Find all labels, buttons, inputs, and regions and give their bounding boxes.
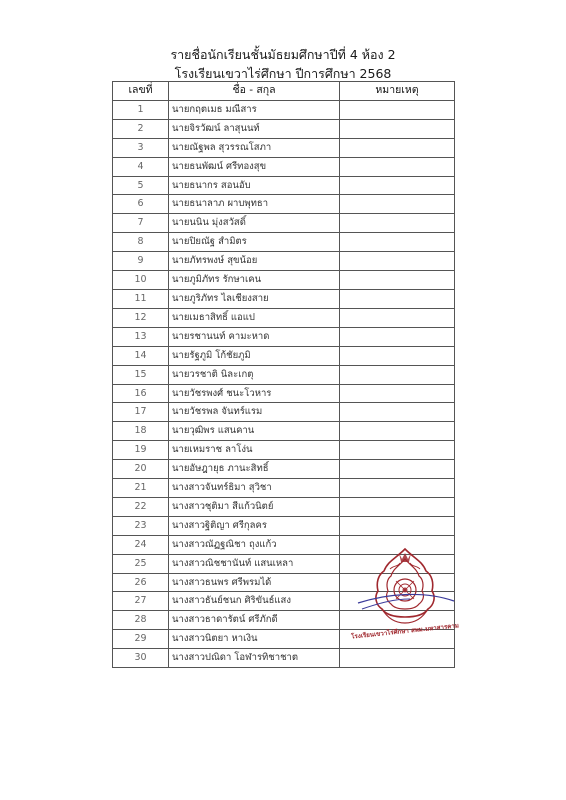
table-row bbox=[113, 289, 455, 308]
row-number: 7 bbox=[113, 214, 169, 233]
row-note bbox=[340, 384, 455, 403]
table-row bbox=[113, 157, 455, 176]
svg-text:โรงเรียนเขวาไร่ศึกษา สพม.มหาสา: โรงเรียนเขวาไร่ศึกษา สพม.มหาสารคาม bbox=[350, 622, 460, 641]
row-name: นายธนพัฒน์ ศรีทองสุข bbox=[169, 157, 340, 176]
row-name: นายรัฐภูมิ โก้ชัยภูมิ bbox=[169, 346, 340, 365]
table-row bbox=[113, 365, 455, 384]
row-number: 28 bbox=[113, 611, 169, 630]
row-number: 10 bbox=[113, 271, 169, 290]
table-row bbox=[113, 214, 455, 233]
header-note: หมายเหตุ bbox=[340, 82, 455, 101]
table-row bbox=[113, 516, 455, 535]
row-note bbox=[340, 460, 455, 479]
row-note bbox=[340, 119, 455, 138]
row-note bbox=[340, 441, 455, 460]
row-name: นางสาวฐิติญา ศรีกุลคร bbox=[169, 516, 340, 535]
row-name: นายปิยณัฐ สำมิตร bbox=[169, 233, 340, 252]
row-name: นายธนากร สอนอับ bbox=[169, 176, 340, 195]
row-note bbox=[340, 516, 455, 535]
school-seal-icon bbox=[350, 545, 460, 643]
row-note bbox=[340, 100, 455, 119]
row-note bbox=[340, 365, 455, 384]
table-row bbox=[113, 195, 455, 214]
table-row bbox=[113, 252, 455, 271]
row-name: นายกฤตเมธ มณีสาร bbox=[169, 100, 340, 119]
row-number: 26 bbox=[113, 573, 169, 592]
table-row bbox=[113, 308, 455, 327]
row-number: 20 bbox=[113, 460, 169, 479]
document-subtitle: โรงเรียนเขวาไร่ศึกษา ปีการศึกษา 2568 bbox=[174, 66, 392, 81]
table-row bbox=[113, 138, 455, 157]
row-number: 18 bbox=[113, 422, 169, 441]
table-row bbox=[113, 649, 455, 668]
table-row bbox=[113, 479, 455, 498]
row-note bbox=[340, 138, 455, 157]
row-name: นางสาวณิชชานันท์ แสนเหลา bbox=[169, 554, 340, 573]
row-number: 25 bbox=[113, 554, 169, 573]
row-name: นางสาวชุติมา สีแก้วนิตย์ bbox=[169, 497, 340, 516]
row-name: นายภูมิภัทร รักษาเคน bbox=[169, 271, 340, 290]
row-number: 2 bbox=[113, 119, 169, 138]
row-number: 11 bbox=[113, 289, 169, 308]
row-name: นายอัษฎายุธ ภานะสิทธิ์ bbox=[169, 460, 340, 479]
row-number: 17 bbox=[113, 403, 169, 422]
row-number: 12 bbox=[113, 308, 169, 327]
row-note bbox=[340, 157, 455, 176]
row-number: 30 bbox=[113, 649, 169, 668]
table-row bbox=[113, 403, 455, 422]
row-name: นางสาวณัฏฐณิชา ถุงแก้ว bbox=[169, 535, 340, 554]
table-row bbox=[113, 233, 455, 252]
row-number: 4 bbox=[113, 157, 169, 176]
row-number: 29 bbox=[113, 630, 169, 649]
row-name: นางสาวธาดารัตน์ ศรีภักดี bbox=[169, 611, 340, 630]
row-name: นายณัฐพล สุวรรณโสภา bbox=[169, 138, 340, 157]
row-name: นายภัทรพงษ์ สุขน้อย bbox=[169, 252, 340, 271]
row-number: 8 bbox=[113, 233, 169, 252]
row-name: นายวัชรพงศ์ ชนะโวหาร bbox=[169, 384, 340, 403]
row-note bbox=[340, 271, 455, 290]
row-note bbox=[340, 346, 455, 365]
table-row bbox=[113, 422, 455, 441]
row-note bbox=[340, 289, 455, 308]
row-number: 23 bbox=[113, 516, 169, 535]
row-number: 19 bbox=[113, 441, 169, 460]
table-header-row bbox=[113, 82, 455, 101]
row-note bbox=[340, 403, 455, 422]
row-name: นายเหมราช ลาโง่น bbox=[169, 441, 340, 460]
row-number: 22 bbox=[113, 497, 169, 516]
row-name: นางสาวจันทร์ธิมา สุวิชา bbox=[169, 479, 340, 498]
row-note bbox=[340, 649, 455, 668]
row-number: 14 bbox=[113, 346, 169, 365]
table-row bbox=[113, 119, 455, 138]
row-note bbox=[340, 195, 455, 214]
table-row bbox=[113, 441, 455, 460]
row-note bbox=[340, 327, 455, 346]
table-row bbox=[113, 384, 455, 403]
header-number: เลขที่ bbox=[113, 82, 169, 101]
row-number: 1 bbox=[113, 100, 169, 119]
table-row bbox=[113, 497, 455, 516]
table-row bbox=[113, 100, 455, 119]
row-note bbox=[340, 176, 455, 195]
row-note bbox=[340, 497, 455, 516]
row-note bbox=[340, 479, 455, 498]
row-note bbox=[340, 422, 455, 441]
row-name: นายวรชาติ นิละเกตุ bbox=[169, 365, 340, 384]
row-name: นายธนาลาภ ผาบพุทธา bbox=[169, 195, 340, 214]
row-name: นายภูริภัทร ไลเชียงสาย bbox=[169, 289, 340, 308]
row-note bbox=[340, 214, 455, 233]
row-name: นางสาวธนพร ศรีพรมได้ bbox=[169, 573, 340, 592]
row-number: 16 bbox=[113, 384, 169, 403]
row-name: นางสาวปณิดา โอฬารทิชาชาต bbox=[169, 649, 340, 668]
row-number: 5 bbox=[113, 176, 169, 195]
row-note bbox=[340, 308, 455, 327]
row-number: 13 bbox=[113, 327, 169, 346]
row-name: นายนนิน มุ่งสวัสดิ์ bbox=[169, 214, 340, 233]
header-name: ชื่อ - สกุล bbox=[169, 82, 340, 101]
table-row bbox=[113, 346, 455, 365]
row-number: 27 bbox=[113, 592, 169, 611]
row-name: นายเมธาสิทธิ์ แอแป bbox=[169, 308, 340, 327]
row-name: นายรชานนท์ คามะหาด bbox=[169, 327, 340, 346]
row-note bbox=[340, 233, 455, 252]
row-name: นายจิรวัฒน์ ลาสุนนท์ bbox=[169, 119, 340, 138]
table-row bbox=[113, 271, 455, 290]
row-number: 9 bbox=[113, 252, 169, 271]
row-number: 6 bbox=[113, 195, 169, 214]
row-name: นางสาวนิตยา หาเงิน bbox=[169, 630, 340, 649]
row-note bbox=[340, 252, 455, 271]
table-row bbox=[113, 327, 455, 346]
table-row bbox=[113, 460, 455, 479]
row-name: นายวัชรพล จันทร์แรม bbox=[169, 403, 340, 422]
row-name: นายวุฒิพร แสนคาน bbox=[169, 422, 340, 441]
document-title: รายชื่อนักเรียนชั้นมัธยมศึกษาปีที่ 4 ห้อง 2 bbox=[170, 47, 396, 62]
row-number: 24 bbox=[113, 535, 169, 554]
row-number: 3 bbox=[113, 138, 169, 157]
row-number: 15 bbox=[113, 365, 169, 384]
row-number: 21 bbox=[113, 479, 169, 498]
table-row bbox=[113, 176, 455, 195]
row-name: นางสาวธันย์ชนก ศิริขันธ์แสง bbox=[169, 592, 340, 611]
